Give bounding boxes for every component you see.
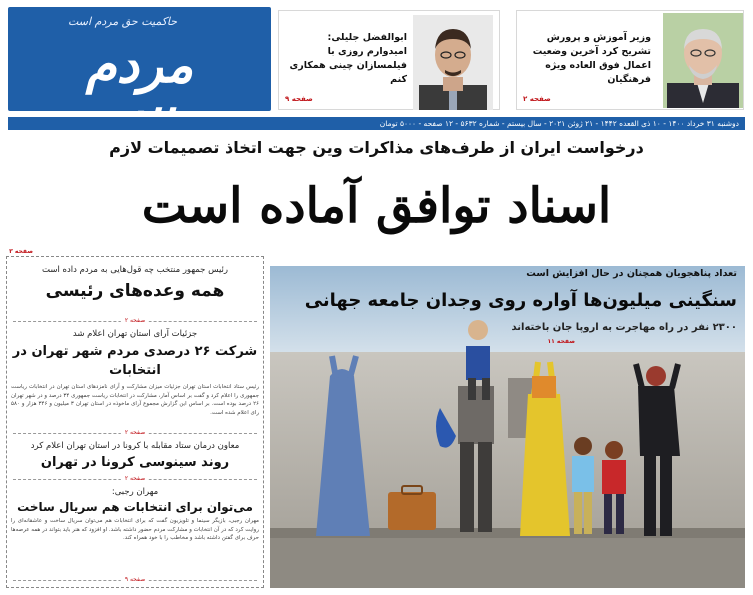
divider: [13, 475, 257, 482]
teaser-minister-title: وزیر آموزش و پرورش تشریح کرد آخرین وضعیت اعمال فوق العاده ویژه فرهنگیان: [532, 32, 651, 85]
story-kicker: تعداد پناهجویان همچنان در حال افزایش است: [526, 268, 737, 279]
divider: [13, 429, 257, 436]
story-headline: سنگینی میلیون‌ها آواره روی وجدان جامعه جهانی: [304, 290, 737, 311]
newspaper-logo: مردم: [85, 35, 194, 94]
portrait-photo-icon: [413, 15, 493, 110]
masthead: [8, 7, 271, 111]
news-item-rajabi-sup: مهران رجبی:: [111, 487, 159, 497]
news-item-raisi-head: همه وعده‌های رئیسی: [45, 281, 225, 301]
teaser-jalili[interactable]: [278, 10, 500, 110]
news-item-tehran-turnout-ref: صفحه ۲: [121, 429, 149, 436]
news-item-tehran-turnout-body: رئیس ستاد انتخابات استان تهران جزئیات میزان مشارکت و آرای نامزدهای استان تهران در انتخابات ریاست جمهوری را اعلام کرد و گفت بر اساس آمار، مشارکت در انتخابات ریاست جمهوری ۳۴ درصد و در شهر تهران ۲۶ درصد بوده است. بر اساس این گزارش مجموع آرای ماخوذه در استان تهران ۳ میلیون و ۳۴۶ هزار و ۵۸۰ رای اعلام شده است.: [11, 384, 260, 416]
news-item-corona[interactable]: [11, 441, 259, 470]
news-item-raisi[interactable]: [11, 265, 259, 301]
news-item-tehran-turnout-sup: جزئیات آرای استان تهران اعلام شد: [72, 329, 198, 339]
news-item-rajabi-body: مهران رجبی، بازیگر سینما و تلویزیون گفت که برای انتخابات هم می‌توان سریال ساخت و عاشقانه‌ای را روایت کرد که در آن انتخابات و مشارکت مردم حضور داشته باشد. او افزود که هنر باید بتواند در همه عرصه‌ها حرف برای گفتن داشته باشد و مخاطب را با خود همراه کند.: [11, 518, 259, 541]
main-headline[interactable]: اسناد توافق آماده است: [141, 178, 612, 234]
teaser-minister-ref: صفحه ۲: [523, 95, 551, 103]
teaser-jalili-title: ابوالفضل جلیلی: امیدوارم روزی با فیلمسازان چینی همکاری کنم: [289, 32, 407, 85]
refugees-wall-photo-icon: [270, 266, 745, 588]
divider: [13, 317, 257, 324]
dateline-strip: دوشنبه ۳۱ خرداد ۱۴۰۰ - ۱۰ ذی القعده ۱۴۴۲ - ۲۱ ژوئن ۲۰۲۱ - سال بیستم - شماره ۵۶۳۲ - ۱۲ صفحه - ۵۰۰۰ تومان: [8, 117, 745, 130]
story-subhead: ۲۳۰۰ نفر در راه مهاجرت به اروپا جان باخته‌اند: [511, 322, 737, 333]
teaser-jalili-ref: صفحه ۹: [285, 95, 313, 103]
news-item-raisi-sup: رئیس جمهور منتخب چه قول‌هایی به مردم داده است: [42, 265, 228, 275]
portrait-photo-icon: [663, 13, 743, 108]
news-item-tehran-turnout-head: شرکت ۲۶ درصدی مردم شهر تهران در انتخابات: [12, 344, 258, 378]
news-item-corona-head: روند سینوسی کرونا در تهران: [40, 455, 230, 470]
news-item-tehran-turnout[interactable]: [11, 329, 259, 417]
photo-story[interactable]: [270, 266, 745, 588]
news-item-rajabi-ref: صفحه ۹: [121, 576, 149, 583]
divider: [13, 576, 257, 583]
news-item-raisi-ref: صفحه ۲: [121, 317, 149, 324]
headline-kicker: درخواست ایران از طرف‌های مذاکرات وین جهت اتخاذ تصمیمات لازم: [109, 138, 644, 157]
story-ref: صفحه ۱۱: [547, 338, 575, 345]
masthead-tagline: حاکمیت حق مردم است: [68, 15, 178, 28]
news-item-corona-ref: صفحه ۲: [121, 475, 149, 482]
left-column-top-ref: صفحه ۳: [9, 248, 33, 255]
news-item-rajabi-head: می‌توان برای انتخابات هم سریال ساخت: [17, 500, 253, 514]
news-item-rajabi[interactable]: [11, 487, 259, 543]
teaser-minister[interactable]: [516, 10, 744, 110]
left-news-column: [6, 256, 264, 588]
news-item-corona-sup: معاون درمان ستاد مقابله با کرونا در استان تهران اعلام کرد: [30, 441, 240, 451]
